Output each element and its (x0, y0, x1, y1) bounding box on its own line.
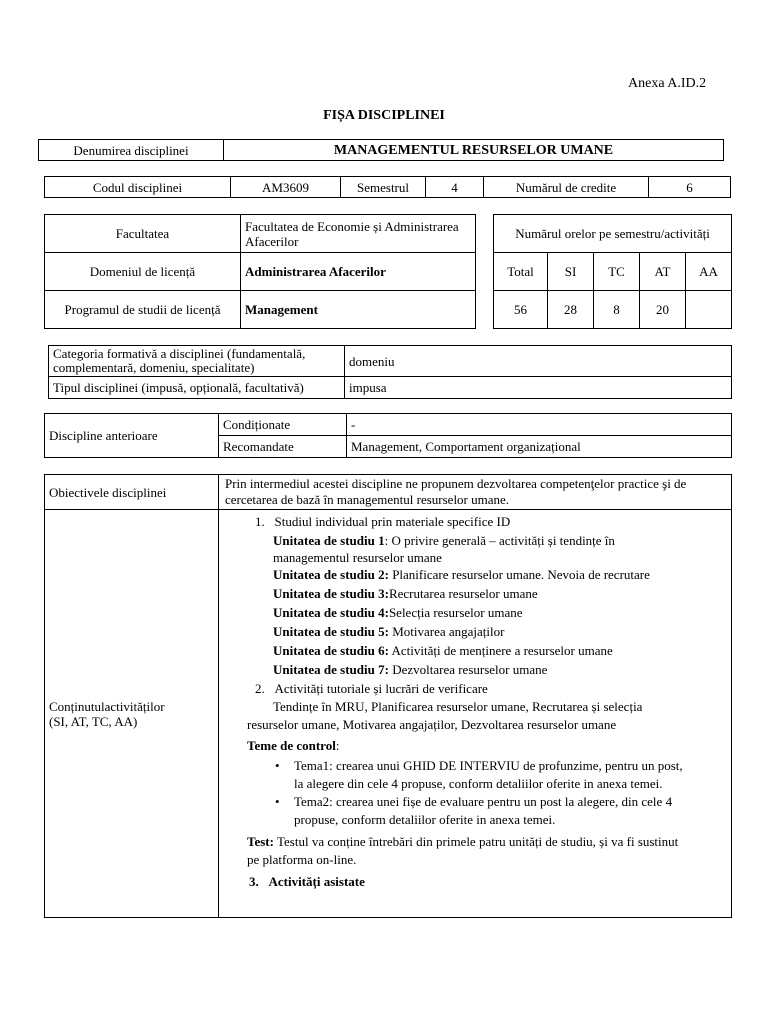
hours-value-tc: 8 (594, 291, 640, 329)
code-value: AM3609 (231, 177, 341, 198)
credits-label: Numărul de credite (484, 177, 649, 198)
hours-title: Numărul orelor pe semestru/activități (494, 215, 732, 253)
discipline-type-label: Tipul disciplinei (impusă, opțională, facultativă) (49, 377, 345, 399)
annex-label: Anexa A.ID.2 (628, 76, 707, 91)
hours-header-tc: TC (594, 253, 640, 291)
content-label-line1: Conținutulactivităților (49, 698, 165, 714)
study-unit-4 (225, 603, 725, 622)
recommended-value: Management, Comportament organizațional (347, 436, 732, 458)
list-item-3 (225, 872, 725, 891)
conditioned-value: - (347, 414, 732, 436)
study-unit-7 (225, 660, 725, 679)
control-themes-list (225, 757, 725, 829)
study-unit-6-text: Activități de menținere a resurselor umane (388, 643, 613, 658)
control-themes-colon: : (335, 738, 340, 753)
semester-value: 4 (426, 177, 484, 198)
faculty-label: Facultatea (45, 215, 241, 253)
list-item-3-text: Activități asistate (268, 874, 365, 889)
content-body (219, 510, 732, 918)
study-unit-3-title: Unitatea de studiu 3: (273, 586, 389, 601)
faculty-table (44, 214, 476, 329)
theme-2 (273, 793, 725, 829)
code-label: Codul disciplinei (45, 177, 231, 198)
prior-disciplines-table (44, 413, 732, 458)
objectives-text: Prin intermediul acestei discipline ne propunem dezvoltarea competenţelor practice şi de cercetarea de bază în managementul resurselor umane. (219, 475, 732, 510)
list-item-1-number: 1. (255, 514, 265, 529)
list-item-2-number: 2. (255, 681, 265, 696)
study-unit-7-text: Dezvoltarea resurselor umane (388, 662, 548, 677)
hours-value-at: 20 (640, 291, 686, 329)
study-unit-5-title: Unitatea de studiu 5: (273, 624, 389, 639)
discipline-name-value: MANAGEMENTUL RESURSELOR UMANE (224, 140, 724, 161)
study-unit-5-text: Motivarea angajaților (388, 624, 505, 639)
study-unit-3-text: Recrutarea resurselor umane (388, 586, 538, 601)
list-item-1 (225, 512, 725, 531)
list-item-2 (225, 679, 725, 698)
theme-1 (273, 757, 725, 793)
theme-2-line1: Tema2: crearea unei fișe de evaluare pentru un post la alegere, din cele 4 (294, 794, 673, 809)
hours-header-aa: AA (686, 253, 732, 291)
discipline-type-value: impusa (345, 377, 732, 399)
tutorial-topics-line2: resurselor umane, Motivarea angajaților, Dezvoltarea resurselor umane (247, 717, 617, 732)
discipline-name-table (38, 139, 724, 161)
list-item-3-number: 3. (249, 874, 259, 889)
list-item-2-text: Activități tutoriale și lucrări de verificare (274, 681, 488, 696)
conditioned-label: Condiționate (219, 414, 347, 436)
test-line2: pe platforma on-line. (247, 852, 357, 867)
study-unit-1-text: : O privire generală – activități și tendințe în (384, 533, 615, 548)
control-themes-title: Teme de control (247, 738, 336, 753)
study-unit-2-text: Planificare resurselor umane. Nevoia de recrutare (388, 567, 650, 582)
program-label: Programul de studii de licență (45, 291, 241, 329)
hours-table (493, 214, 732, 329)
study-unit-6-title: Unitatea de studiu 6: (273, 643, 389, 658)
study-unit-1-continued: managementul resurselor umane (273, 550, 442, 565)
program-value: Management (241, 291, 476, 329)
hours-value-si: 28 (548, 291, 594, 329)
category-table (48, 345, 732, 399)
discipline-name-label: Denumirea disciplinei (39, 140, 224, 161)
study-unit-7-title: Unitatea de studiu 7: (273, 662, 389, 677)
prior-disciplines-label: Discipline anterioare (45, 414, 219, 458)
bullet-icon: • (275, 758, 280, 773)
theme-1-line2: la alegere din cele 4 propuse, conform detaliilor oferite in anexa temei. (294, 776, 663, 791)
tutorial-topics-line1: Tendințe în MRU, Planificarea resurselor umane, Recrutarea și selecția (273, 699, 643, 714)
hours-value-aa (686, 291, 732, 329)
formative-category-value: domeniu (345, 346, 732, 377)
theme-1-line1: Tema1: crearea unui GHID DE INTERVIU de profunzime, pentru un post, (294, 758, 683, 773)
content-label-line2: (SI, AT, TC, AA) (49, 713, 138, 729)
control-themes-heading (225, 736, 725, 755)
recommended-label: Recomandate (219, 436, 347, 458)
hours-header-at: AT (640, 253, 686, 291)
document-title: FIȘA DISCIPLINEI (323, 108, 445, 123)
domain-label: Domeniul de licență (45, 253, 241, 291)
credits-value: 6 (649, 177, 731, 198)
semester-label: Semestrul (341, 177, 426, 198)
study-unit-2-title: Unitatea de studiu 2: (273, 567, 389, 582)
study-unit-3 (225, 584, 725, 603)
faculty-value: Facultatea de Economie și Administrarea Afacerilor (241, 215, 476, 253)
hours-header-total: Total (494, 253, 548, 291)
study-unit-4-text: Selecția resurselor umane (388, 605, 523, 620)
domain-value: Administrarea Afacerilor (241, 253, 476, 291)
hours-value-total: 56 (494, 291, 548, 329)
study-unit-1-title: Unitatea de studiu 1 (273, 533, 385, 548)
study-unit-6 (225, 641, 725, 660)
study-unit-1 (225, 531, 725, 550)
test-line1 (225, 833, 725, 851)
objectives-label: Obiectivele disciplinei (45, 475, 219, 510)
study-unit-2 (225, 565, 725, 584)
hours-header-si: SI (548, 253, 594, 291)
bullet-icon: • (275, 794, 280, 809)
test-title: Test: (247, 834, 274, 849)
codes-table (44, 176, 731, 198)
list-item-1-text: Studiul individual prin materiale specifice ID (274, 514, 511, 529)
study-unit-4-title: Unitatea de studiu 4: (273, 605, 389, 620)
study-unit-5 (225, 622, 725, 641)
test-text: Testul va conține întrebări din primele patru unități de studiu, și va fi sustinut (273, 834, 679, 849)
content-label (45, 510, 219, 918)
formative-category-label: Categoria formativă a disciplinei (fundamentală, complementară, domeniu, specialitate) (49, 346, 345, 377)
objectives-content-table (44, 474, 732, 918)
theme-2-line2: propuse, conform detaliilor oferite in anexa temei. (294, 812, 556, 827)
